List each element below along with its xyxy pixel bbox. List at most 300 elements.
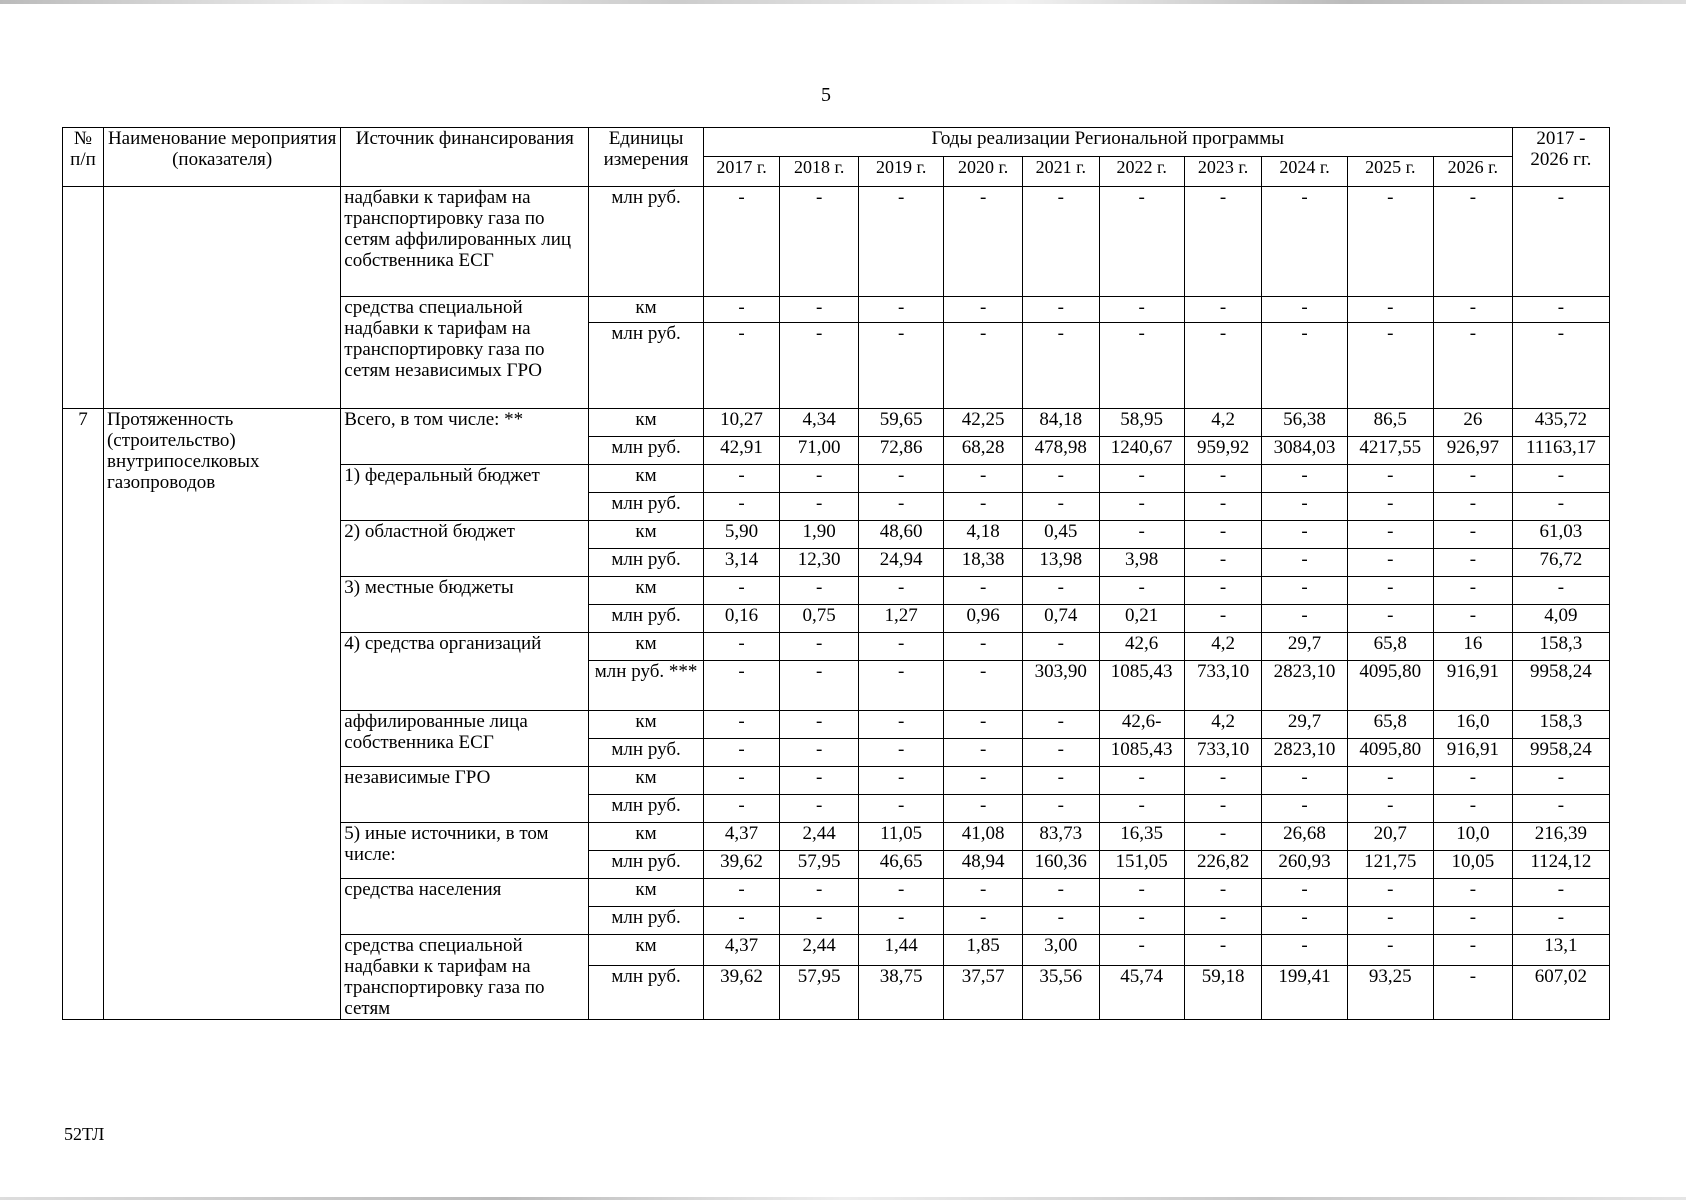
row-value: - (780, 187, 859, 297)
header-year: 2021 г. (1022, 157, 1099, 187)
row-value: - (944, 661, 1023, 711)
row-source: 5) иные источники, в том числе: (341, 823, 589, 879)
header-year: 2026 г. (1433, 157, 1512, 187)
row-value: - (1347, 297, 1433, 323)
row-value: 0,21 (1099, 605, 1184, 633)
row-value: - (1262, 879, 1347, 907)
row-value: - (1433, 879, 1512, 907)
row-value: 10,05 (1433, 851, 1512, 879)
row-value: 3,98 (1099, 549, 1184, 577)
row-value: - (1022, 907, 1099, 935)
row-value: - (1184, 605, 1262, 633)
header-name: Наименование мероприятия (показателя) (103, 128, 340, 187)
row-value: - (1184, 187, 1262, 297)
row-value: - (1347, 493, 1433, 521)
row-value: 1,85 (944, 935, 1023, 966)
row-value: 1085,43 (1099, 739, 1184, 767)
page-number: 5 (821, 84, 831, 106)
row-value: - (1433, 605, 1512, 633)
row-value: - (1433, 521, 1512, 549)
row-value: 607,02 (1512, 966, 1609, 1020)
row-value: - (1099, 935, 1184, 966)
row-value: 4,09 (1512, 605, 1609, 633)
row-value: - (944, 633, 1023, 661)
row-value: - (859, 661, 944, 711)
row-value: - (703, 879, 780, 907)
row-value: 13,1 (1512, 935, 1609, 966)
row-value: - (1022, 711, 1099, 739)
row-value: - (780, 661, 859, 711)
row-value: - (780, 879, 859, 907)
row-value: - (859, 323, 944, 409)
row-value: - (859, 633, 944, 661)
row-value: - (1184, 935, 1262, 966)
row-value: 9958,24 (1512, 739, 1609, 767)
row-value: 57,95 (780, 851, 859, 879)
row-value: - (1512, 465, 1609, 493)
row-value: 48,94 (944, 851, 1023, 879)
row-value: - (859, 493, 944, 521)
row-value: - (1347, 521, 1433, 549)
row-value: - (1099, 907, 1184, 935)
row-value: - (1433, 323, 1512, 409)
row-source: надбавки к тарифам на транспортировку газа по сетям аффилированных лиц собственника ЕСГ (341, 187, 589, 297)
row-value: - (944, 187, 1023, 297)
header-source: Источник финансирования (341, 128, 589, 187)
row-num-empty (63, 187, 104, 409)
row-value: - (1022, 795, 1099, 823)
row-value: - (1184, 465, 1262, 493)
row-value: - (859, 711, 944, 739)
row-value: 926,97 (1433, 437, 1512, 465)
row-value: - (1099, 465, 1184, 493)
row-name: Протяженность (строительство) внутрипоселковых газопроводов (103, 409, 340, 1020)
row-value: - (780, 465, 859, 493)
row-value: - (944, 739, 1023, 767)
row-value: 24,94 (859, 549, 944, 577)
row-value: 0,45 (1022, 521, 1099, 549)
row-value: 2823,10 (1262, 661, 1347, 711)
row-value: - (1262, 795, 1347, 823)
row-value: 59,18 (1184, 966, 1262, 1020)
row-value: 16,35 (1099, 823, 1184, 851)
row-unit: млн руб. (589, 187, 703, 297)
row-unit: млн руб. (589, 549, 703, 577)
row-value: 303,90 (1022, 661, 1099, 711)
row-source: 4) средства организаций (341, 633, 589, 711)
row-value: 2,44 (780, 935, 859, 966)
row-source: Всего, в том числе: ** (341, 409, 589, 465)
row-value: - (1347, 605, 1433, 633)
row-value: - (780, 739, 859, 767)
row-name-empty (103, 187, 340, 409)
row-value: - (1512, 767, 1609, 795)
row-value: - (1262, 521, 1347, 549)
row-value: - (1099, 879, 1184, 907)
row-value: - (780, 907, 859, 935)
row-value: 959,92 (1184, 437, 1262, 465)
row-value: - (1347, 549, 1433, 577)
row-value: - (703, 907, 780, 935)
row-source: средства специальной надбавки к тарифам на транспортировку газа по сетям независимых ГРО (341, 297, 589, 409)
row-source: 1) федеральный бюджет (341, 465, 589, 521)
row-value: - (1184, 493, 1262, 521)
row-value: - (780, 323, 859, 409)
row-value: 84,18 (1022, 409, 1099, 437)
row-unit: млн руб. (589, 966, 703, 1020)
row-value: - (1512, 187, 1609, 297)
row-value: - (1184, 521, 1262, 549)
row-unit: млн руб. (589, 739, 703, 767)
row-value: 3084,03 (1262, 437, 1347, 465)
row-value: - (859, 577, 944, 605)
row-value: - (1262, 577, 1347, 605)
row-value: 13,98 (1022, 549, 1099, 577)
header-year: 2020 г. (944, 157, 1023, 187)
row-value: 0,75 (780, 605, 859, 633)
row-value: 42,6 (1099, 633, 1184, 661)
row-value: 29,7 (1262, 633, 1347, 661)
row-value: - (703, 661, 780, 711)
row-value: - (1512, 323, 1609, 409)
row-value: - (703, 323, 780, 409)
row-value: 2823,10 (1262, 739, 1347, 767)
row-value: - (944, 297, 1023, 323)
table-row (63, 409, 1610, 437)
row-value: - (859, 879, 944, 907)
row-value: 4,2 (1184, 711, 1262, 739)
row-value: 1,27 (859, 605, 944, 633)
row-value: 68,28 (944, 437, 1023, 465)
row-value: - (1099, 521, 1184, 549)
row-value: 39,62 (703, 851, 780, 879)
row-unit: км (589, 577, 703, 605)
row-value: - (1262, 907, 1347, 935)
row-unit: км (589, 633, 703, 661)
footer-code: 52ТЛ (64, 1124, 105, 1144)
row-value: - (944, 493, 1023, 521)
row-value: - (703, 633, 780, 661)
row-value: 226,82 (1184, 851, 1262, 879)
row-value: 35,56 (1022, 966, 1099, 1020)
row-value: - (780, 767, 859, 795)
row-value: 29,7 (1262, 711, 1347, 739)
row-value: 4,37 (703, 823, 780, 851)
row-value: - (1184, 297, 1262, 323)
row-value: - (944, 711, 1023, 739)
row-value: - (1347, 795, 1433, 823)
row-value: 1,44 (859, 935, 944, 966)
row-unit: млн руб. (589, 851, 703, 879)
row-value: - (1184, 549, 1262, 577)
row-value: - (1022, 187, 1099, 297)
row-value: - (1022, 739, 1099, 767)
row-value: - (1347, 935, 1433, 966)
header-year: 2017 г. (703, 157, 780, 187)
header-years-group: Годы реализации Региональной программы (703, 128, 1512, 157)
row-value: - (1099, 795, 1184, 823)
row-source: аффилированные лица собственника ЕСГ (341, 711, 589, 767)
scan-top-edge (0, 0, 1686, 4)
row-value: 158,3 (1512, 633, 1609, 661)
row-value: 158,3 (1512, 711, 1609, 739)
row-value: - (1512, 795, 1609, 823)
row-value: - (1262, 605, 1347, 633)
row-value: - (703, 465, 780, 493)
row-unit: км (589, 297, 703, 323)
row-value: - (1262, 549, 1347, 577)
row-value: 46,65 (859, 851, 944, 879)
row-value: - (1184, 577, 1262, 605)
header-year: 2018 г. (780, 157, 859, 187)
row-value: - (1512, 577, 1609, 605)
header-year: 2024 г. (1262, 157, 1347, 187)
row-value: - (944, 795, 1023, 823)
row-unit: млн руб. (589, 437, 703, 465)
row-value: - (859, 739, 944, 767)
row-value: - (1022, 323, 1099, 409)
row-value: - (1262, 297, 1347, 323)
row-unit: млн руб. (589, 323, 703, 409)
row-num: 7 (63, 409, 104, 1020)
row-value: 1085,43 (1099, 661, 1184, 711)
row-value: - (780, 577, 859, 605)
row-value: 151,05 (1099, 851, 1184, 879)
row-value: 65,8 (1347, 633, 1433, 661)
header-year: 2023 г. (1184, 157, 1262, 187)
header-units: Единицы измерения (589, 128, 703, 187)
row-value: 20,7 (1347, 823, 1433, 851)
row-value: 9958,24 (1512, 661, 1609, 711)
row-value: 3,14 (703, 549, 780, 577)
row-value: - (1433, 795, 1512, 823)
row-value: 56,38 (1262, 409, 1347, 437)
row-value: - (703, 739, 780, 767)
row-value: 916,91 (1433, 661, 1512, 711)
row-value: - (944, 879, 1023, 907)
row-value: - (944, 465, 1023, 493)
row-value: 57,95 (780, 966, 859, 1020)
row-value: - (1433, 187, 1512, 297)
row-value: 41,08 (944, 823, 1023, 851)
row-value: 478,98 (1022, 437, 1099, 465)
row-value: - (1347, 907, 1433, 935)
row-value: - (1347, 323, 1433, 409)
row-value: 199,41 (1262, 966, 1347, 1020)
row-value: - (1433, 767, 1512, 795)
row-value: - (859, 795, 944, 823)
row-value: - (1022, 465, 1099, 493)
row-value: 42,25 (944, 409, 1023, 437)
row-value: 42,6- (1099, 711, 1184, 739)
table-row (63, 187, 1610, 297)
row-value: 10,0 (1433, 823, 1512, 851)
row-value: 12,30 (780, 549, 859, 577)
row-value: - (780, 795, 859, 823)
row-value: - (1184, 907, 1262, 935)
row-value: 93,25 (1347, 966, 1433, 1020)
row-value: - (1022, 633, 1099, 661)
row-value: - (1433, 907, 1512, 935)
row-unit: млн руб. *** (589, 661, 703, 711)
row-value: 42,91 (703, 437, 780, 465)
row-value: 18,38 (944, 549, 1023, 577)
row-value: - (780, 493, 859, 521)
row-value: 260,93 (1262, 851, 1347, 879)
row-value: 0,74 (1022, 605, 1099, 633)
row-value: 1124,12 (1512, 851, 1609, 879)
row-unit: км (589, 823, 703, 851)
row-value: 733,10 (1184, 739, 1262, 767)
row-value: - (1433, 465, 1512, 493)
row-value: - (1512, 493, 1609, 521)
header-num: № п/п (63, 128, 104, 187)
row-value: - (1262, 935, 1347, 966)
header-year: 2025 г. (1347, 157, 1433, 187)
row-value: 38,75 (859, 966, 944, 1020)
row-value: - (1099, 577, 1184, 605)
row-value: - (1262, 465, 1347, 493)
row-value: - (944, 907, 1023, 935)
row-value: - (1099, 493, 1184, 521)
row-unit: км (589, 935, 703, 966)
header-year: 2022 г. (1099, 157, 1184, 187)
row-value: 733,10 (1184, 661, 1262, 711)
row-value: - (859, 465, 944, 493)
row-value: - (1184, 767, 1262, 795)
row-value: - (859, 297, 944, 323)
row-unit: млн руб. (589, 605, 703, 633)
program-table (62, 127, 1610, 1020)
row-unit: км (589, 465, 703, 493)
row-unit: км (589, 521, 703, 549)
row-value: - (1262, 493, 1347, 521)
row-value: - (859, 907, 944, 935)
row-value: 11163,17 (1512, 437, 1609, 465)
row-value: - (1512, 907, 1609, 935)
row-value: - (1433, 577, 1512, 605)
row-value: - (1099, 767, 1184, 795)
row-unit: млн руб. (589, 795, 703, 823)
row-value: 26 (1433, 409, 1512, 437)
row-value: - (780, 297, 859, 323)
row-value: 4,34 (780, 409, 859, 437)
row-value: - (1262, 323, 1347, 409)
row-value: 59,65 (859, 409, 944, 437)
table-body (63, 187, 1610, 1020)
row-value: 4,18 (944, 521, 1023, 549)
row-value: 435,72 (1512, 409, 1609, 437)
row-value: - (780, 711, 859, 739)
row-value: - (1347, 187, 1433, 297)
row-value: 1240,67 (1099, 437, 1184, 465)
row-unit: км (589, 711, 703, 739)
row-unit: км (589, 879, 703, 907)
row-value: - (1184, 879, 1262, 907)
row-value: 916,91 (1433, 739, 1512, 767)
row-value: 216,39 (1512, 823, 1609, 851)
row-value: - (859, 767, 944, 795)
row-value: - (703, 795, 780, 823)
row-value: 71,00 (780, 437, 859, 465)
header-total: 2017 - 2026 гг. (1512, 128, 1609, 187)
row-value: 5,90 (703, 521, 780, 549)
row-value: - (944, 323, 1023, 409)
row-value: - (1512, 879, 1609, 907)
row-value: - (1262, 187, 1347, 297)
row-value: 37,57 (944, 966, 1023, 1020)
row-value: - (1184, 795, 1262, 823)
row-value: - (944, 767, 1023, 795)
header-year: 2019 г. (859, 157, 944, 187)
row-value: - (1099, 323, 1184, 409)
row-value: 3,00 (1022, 935, 1099, 966)
row-value: - (859, 187, 944, 297)
row-unit: км (589, 767, 703, 795)
row-source: средства населения (341, 879, 589, 935)
row-value: - (1022, 493, 1099, 521)
row-value: - (1022, 297, 1099, 323)
row-value: - (1347, 577, 1433, 605)
row-value: - (703, 493, 780, 521)
row-value: - (1433, 297, 1512, 323)
row-value: - (1022, 577, 1099, 605)
row-value: 72,86 (859, 437, 944, 465)
row-value: - (1433, 549, 1512, 577)
row-value: - (1433, 493, 1512, 521)
row-value: 160,36 (1022, 851, 1099, 879)
row-value: 4095,80 (1347, 739, 1433, 767)
row-value: 10,27 (703, 409, 780, 437)
row-value: - (1512, 297, 1609, 323)
row-value: - (703, 711, 780, 739)
row-value: 86,5 (1347, 409, 1433, 437)
row-value: 26,68 (1262, 823, 1347, 851)
row-value: 121,75 (1347, 851, 1433, 879)
row-value: - (1099, 297, 1184, 323)
row-value: 61,03 (1512, 521, 1609, 549)
row-source: 3) местные бюджеты (341, 577, 589, 633)
row-value: - (944, 577, 1023, 605)
row-value: - (1022, 879, 1099, 907)
row-value: 39,62 (703, 966, 780, 1020)
row-value: - (703, 187, 780, 297)
row-value: 16 (1433, 633, 1512, 661)
row-value: 76,72 (1512, 549, 1609, 577)
row-value: - (1347, 465, 1433, 493)
row-value: 83,73 (1022, 823, 1099, 851)
row-value: - (1184, 323, 1262, 409)
row-value: 4,2 (1184, 409, 1262, 437)
row-unit: км (589, 409, 703, 437)
row-source: независимые ГРО (341, 767, 589, 823)
row-value: 11,05 (859, 823, 944, 851)
row-value: 4095,80 (1347, 661, 1433, 711)
row-value: 4,37 (703, 935, 780, 966)
row-source: средства специальной надбавки к тарифам на транспортировку газа по сетям (341, 935, 589, 1020)
row-unit: млн руб. (589, 907, 703, 935)
row-value: 4,2 (1184, 633, 1262, 661)
row-value: - (1347, 767, 1433, 795)
row-value: - (1433, 966, 1512, 1020)
row-value: - (1099, 187, 1184, 297)
row-value: 0,96 (944, 605, 1023, 633)
row-value: 65,8 (1347, 711, 1433, 739)
row-value: - (1433, 935, 1512, 966)
row-value: 4217,55 (1347, 437, 1433, 465)
row-value: - (1347, 879, 1433, 907)
row-value: 0,16 (703, 605, 780, 633)
